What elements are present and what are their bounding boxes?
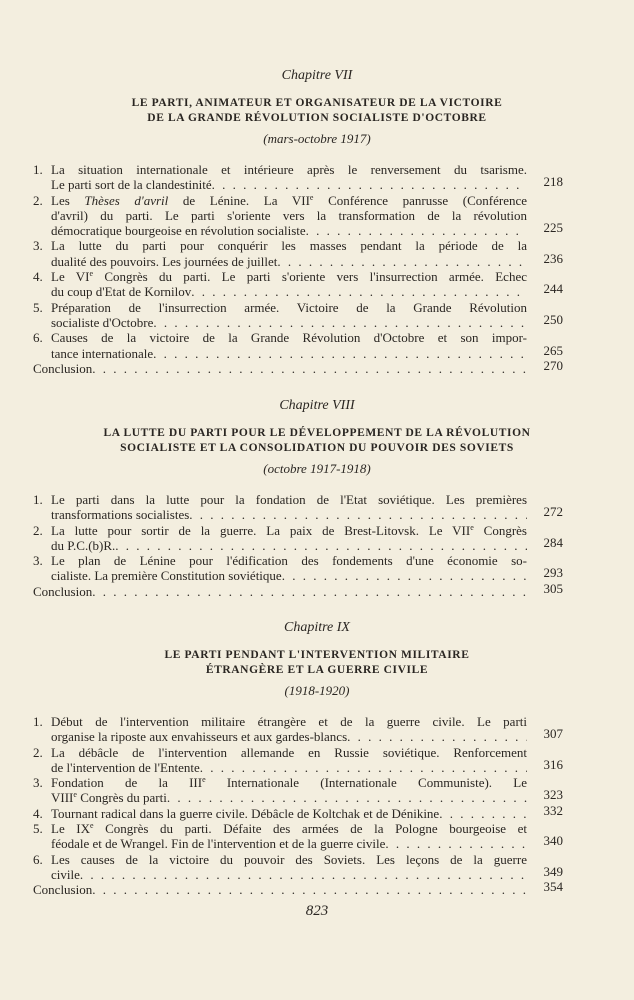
dot-leader (115, 538, 527, 553)
chapter-dates: (mars-octobre 1917) (263, 131, 371, 146)
entry-page-number: 349 (543, 863, 563, 879)
entry-page-number: 236 (543, 250, 563, 266)
dot-leader (153, 315, 527, 330)
toc-entry[interactable] (0, 162, 634, 193)
entry-last-line (51, 177, 527, 192)
entry-page-number: 316 (543, 756, 563, 772)
chapter-label: Chapitre VII (281, 68, 353, 83)
entry-last-line (51, 867, 527, 882)
entry-last-text: Conclusion (33, 360, 93, 376)
entry-last-line (33, 882, 527, 897)
entry-last-text: civile (51, 866, 80, 882)
entry-page-number: 272 (543, 504, 563, 520)
entry-last-text: démocratique bourgeoise en révolution socialiste (51, 223, 306, 239)
entry-text (51, 553, 527, 584)
entry-page-number: 284 (543, 534, 563, 550)
entry-number: 2. (33, 744, 43, 760)
entry-page-number: 340 (543, 833, 563, 849)
dot-leader (92, 584, 527, 599)
toc-entry[interactable] (0, 553, 634, 584)
entry-page-number: 244 (543, 281, 563, 297)
entry-last-line (51, 806, 527, 821)
entry-text (51, 269, 527, 300)
entry-number: 3. (33, 553, 43, 569)
entry-last-text: dualité des pouvoirs. Les journées de juillet (51, 253, 278, 269)
entry-last-line (51, 284, 527, 299)
entry-last-text: Le parti sort de la clandestinité (51, 177, 212, 193)
chapter-title-line: LE PARTI PENDANT L'INTERVENTION MILITAIRE (164, 649, 470, 661)
chapter-dates: (octobre 1917-1918) (263, 461, 371, 476)
dot-leader (189, 507, 527, 522)
chapter-ix (0, 618, 634, 898)
entry-line: La lutte du parti pour conquérir les masses pendant la période de la (51, 238, 527, 254)
chapter-title-line: SOCIALISTE ET LA CONSOLIDATION DU POUVOIR DES SOVIETS (120, 442, 514, 454)
entry-text (51, 492, 527, 523)
entry-page-number: 323 (543, 787, 563, 803)
entry-last-text: du P.C.(b)R. (51, 537, 116, 553)
entry-last-text: VIIIe Congrès du parti (51, 790, 167, 806)
entry-last-line (51, 507, 527, 522)
entry-last-line (51, 729, 527, 744)
entry-number: 5. (33, 299, 43, 315)
chapter-dates: (1918-1920) (284, 683, 350, 698)
entry-text (51, 193, 527, 239)
entry-last-line (51, 346, 527, 361)
entry-number: 5. (33, 821, 43, 837)
entry-last-text: socialiste d'Octobre (51, 314, 154, 330)
toc-entry[interactable] (0, 852, 634, 883)
entry-page-number: 218 (543, 174, 563, 190)
entry-number: 2. (33, 522, 43, 538)
entry-page-number: 307 (543, 726, 563, 742)
entry-line: Causes de la victoire de la Grande Révolution d'Octobre et son impor- (51, 330, 527, 346)
entry-line: Préparation de l'insurrection armée. Victoire de la Grande Révolution (51, 299, 527, 315)
toc-entry[interactable] (0, 269, 634, 300)
entry-last-line (51, 760, 527, 775)
toc-entry[interactable] (0, 330, 634, 361)
entry-number: 4. (33, 805, 43, 821)
entry-text (51, 775, 527, 806)
dot-leader (282, 568, 527, 583)
toc-entry[interactable] (0, 492, 634, 523)
chapter-label: Chapitre VIII (279, 398, 355, 413)
chapter-title (0, 426, 634, 456)
entry-last-line (51, 315, 527, 330)
dot-leader (191, 284, 527, 299)
entry-last-text: transformations socialistes (51, 507, 190, 523)
dot-leader (277, 254, 527, 269)
entry-page-number: 265 (543, 342, 563, 358)
entry-line: Le VIe Congrès du parti. Le parti s'oriente vers l'insurrection armée. Echec (51, 269, 527, 285)
chapter-title-line: DE LA GRANDE RÉVOLUTION SOCIALISTE D'OCTOBRE (147, 112, 487, 124)
dot-leader (439, 806, 527, 821)
entry-page-number: 270 (543, 357, 563, 373)
dot-leader (92, 361, 527, 376)
entry-text (51, 300, 527, 331)
entry-line: La situation internationale et intérieure après le renversement du tsarisme. (51, 162, 527, 177)
dot-leader (92, 882, 527, 897)
entry-last-text: tance internationale (51, 345, 154, 361)
dot-leader (153, 346, 527, 361)
entry-text (51, 162, 527, 193)
chapter-title-line: ÉTRANGÈRE ET LA GUERRE CIVILE (205, 664, 429, 676)
entry-text (51, 852, 527, 883)
entry-last-text: du coup d'Etat de Kornilov (51, 284, 192, 300)
dot-leader (80, 867, 527, 882)
entry-last-text: Conclusion (33, 882, 93, 898)
entry-text (51, 821, 527, 852)
entry-line: Les Thèses d'avril de Lénine. La VIIe Conférence panrusse (Conférence (51, 192, 527, 208)
dot-leader (212, 177, 527, 192)
entry-last-line (51, 790, 527, 805)
entry-page-number: 293 (543, 565, 563, 581)
chapter-vii (0, 66, 634, 376)
dot-leader (200, 760, 527, 775)
toc-entries (0, 162, 634, 376)
entry-number: 1. (33, 162, 43, 177)
dot-leader (385, 836, 527, 851)
entry-text (33, 882, 527, 897)
entry-number: 6. (33, 851, 43, 867)
chapter-viii (0, 396, 634, 599)
chapter-title (0, 96, 634, 126)
entry-last-text: féodale et de Wrangel. Fin de l'intervention et de la guerre civile (51, 836, 386, 852)
entry-page-number: 305 (543, 580, 563, 596)
entry-number: 1. (33, 714, 43, 729)
entry-last-line (51, 254, 527, 269)
entry-last-text: Conclusion (33, 583, 93, 599)
entry-line: Fondation de la IIIe Internationale (Internationale Communiste). Le (51, 775, 527, 791)
toc-entry[interactable] (0, 238, 634, 269)
toc-conclusion[interactable] (0, 357, 634, 376)
toc-entry[interactable] (0, 821, 634, 852)
entry-number: 2. (33, 192, 43, 208)
entry-text (51, 806, 527, 821)
entry-line: Le parti dans la lutte pour la fondation de l'Etat soviétique. Les premières (51, 492, 527, 507)
entry-number: 6. (33, 330, 43, 346)
dot-leader (167, 790, 527, 805)
entry-line: La débâcle de l'intervention allemande en Russie soviétique. Renforcement (51, 744, 527, 760)
toc-entry[interactable] (0, 193, 634, 239)
entry-text (33, 584, 527, 599)
toc-conclusion[interactable] (0, 879, 634, 898)
entry-line: Début de l'intervention militaire étrangère et de la guerre civile. Le parti (51, 714, 527, 729)
entry-last-text: Tournant radical dans la guerre civile. Débâcle de Koltchak et de Dénikine (51, 805, 440, 821)
entry-number: 1. (33, 492, 43, 507)
entry-text (51, 714, 527, 745)
entry-last-text: organise la riposte aux envahisseurs et aux gardes-blancs (51, 729, 348, 745)
entry-last-line (33, 584, 527, 599)
entry-page-number: 250 (543, 311, 563, 327)
toc-conclusion[interactable] (0, 580, 634, 599)
entry-text (51, 330, 527, 361)
chapter-label: Chapitre IX (284, 620, 350, 635)
entry-last-line (51, 223, 527, 238)
entry-line: d'avril) du parti. Le parti s'oriente vers la transformation de la révolution (51, 207, 527, 223)
entry-page-number: 332 (543, 802, 563, 818)
toc-entry[interactable] (0, 745, 634, 776)
entry-last-line (51, 538, 527, 553)
entry-line: Le IXe Congrès du parti. Défaite des armées de la Pologne bourgeoise et (51, 821, 527, 837)
entry-text (33, 361, 527, 376)
toc-entries (0, 714, 634, 898)
chapter-title-line: LE PARTI, ANIMATEUR ET ORGANISATEUR DE LA VICTOIRE (131, 97, 503, 109)
entry-last-line (33, 361, 527, 376)
entry-last-line (51, 568, 527, 583)
toc-entries (0, 492, 634, 599)
dot-leader (347, 729, 527, 744)
entry-text (51, 238, 527, 269)
toc-entry[interactable] (0, 775, 634, 806)
page-number: 823 (305, 903, 329, 919)
entry-text (51, 523, 527, 554)
entry-number: 3. (33, 238, 43, 254)
entry-last-line (51, 836, 527, 851)
entry-text (51, 745, 527, 776)
chapter-title-line: LA LUTTE DU PARTI POUR LE DÉVELOPPEMENT DE LA RÉVOLUTION (103, 427, 531, 439)
toc-entry[interactable] (0, 300, 634, 331)
entry-number: 3. (33, 775, 43, 791)
entry-number: 4. (33, 269, 43, 285)
entry-page-number: 225 (543, 220, 563, 236)
entry-line: Le plan de Lénine pour l'édification des fondements d'une économie so- (51, 553, 527, 569)
chapter-title (0, 648, 634, 678)
entry-line: Les causes de la victoire du pouvoir des Soviets. Les leçons de la guerre (51, 851, 527, 867)
entry-last-text: cialiste. La première Constitution soviétique (51, 568, 282, 584)
entry-line: La lutte pour sortir de la guerre. La paix de Brest-Litovsk. Le VIIe Congrès (51, 522, 527, 538)
toc-entry[interactable] (0, 523, 634, 554)
dot-leader (306, 223, 527, 238)
toc-entry[interactable] (0, 714, 634, 745)
entry-last-text: de l'intervention de l'Entente (51, 759, 200, 775)
toc-entry[interactable] (0, 802, 634, 821)
entry-page-number: 354 (543, 879, 563, 895)
